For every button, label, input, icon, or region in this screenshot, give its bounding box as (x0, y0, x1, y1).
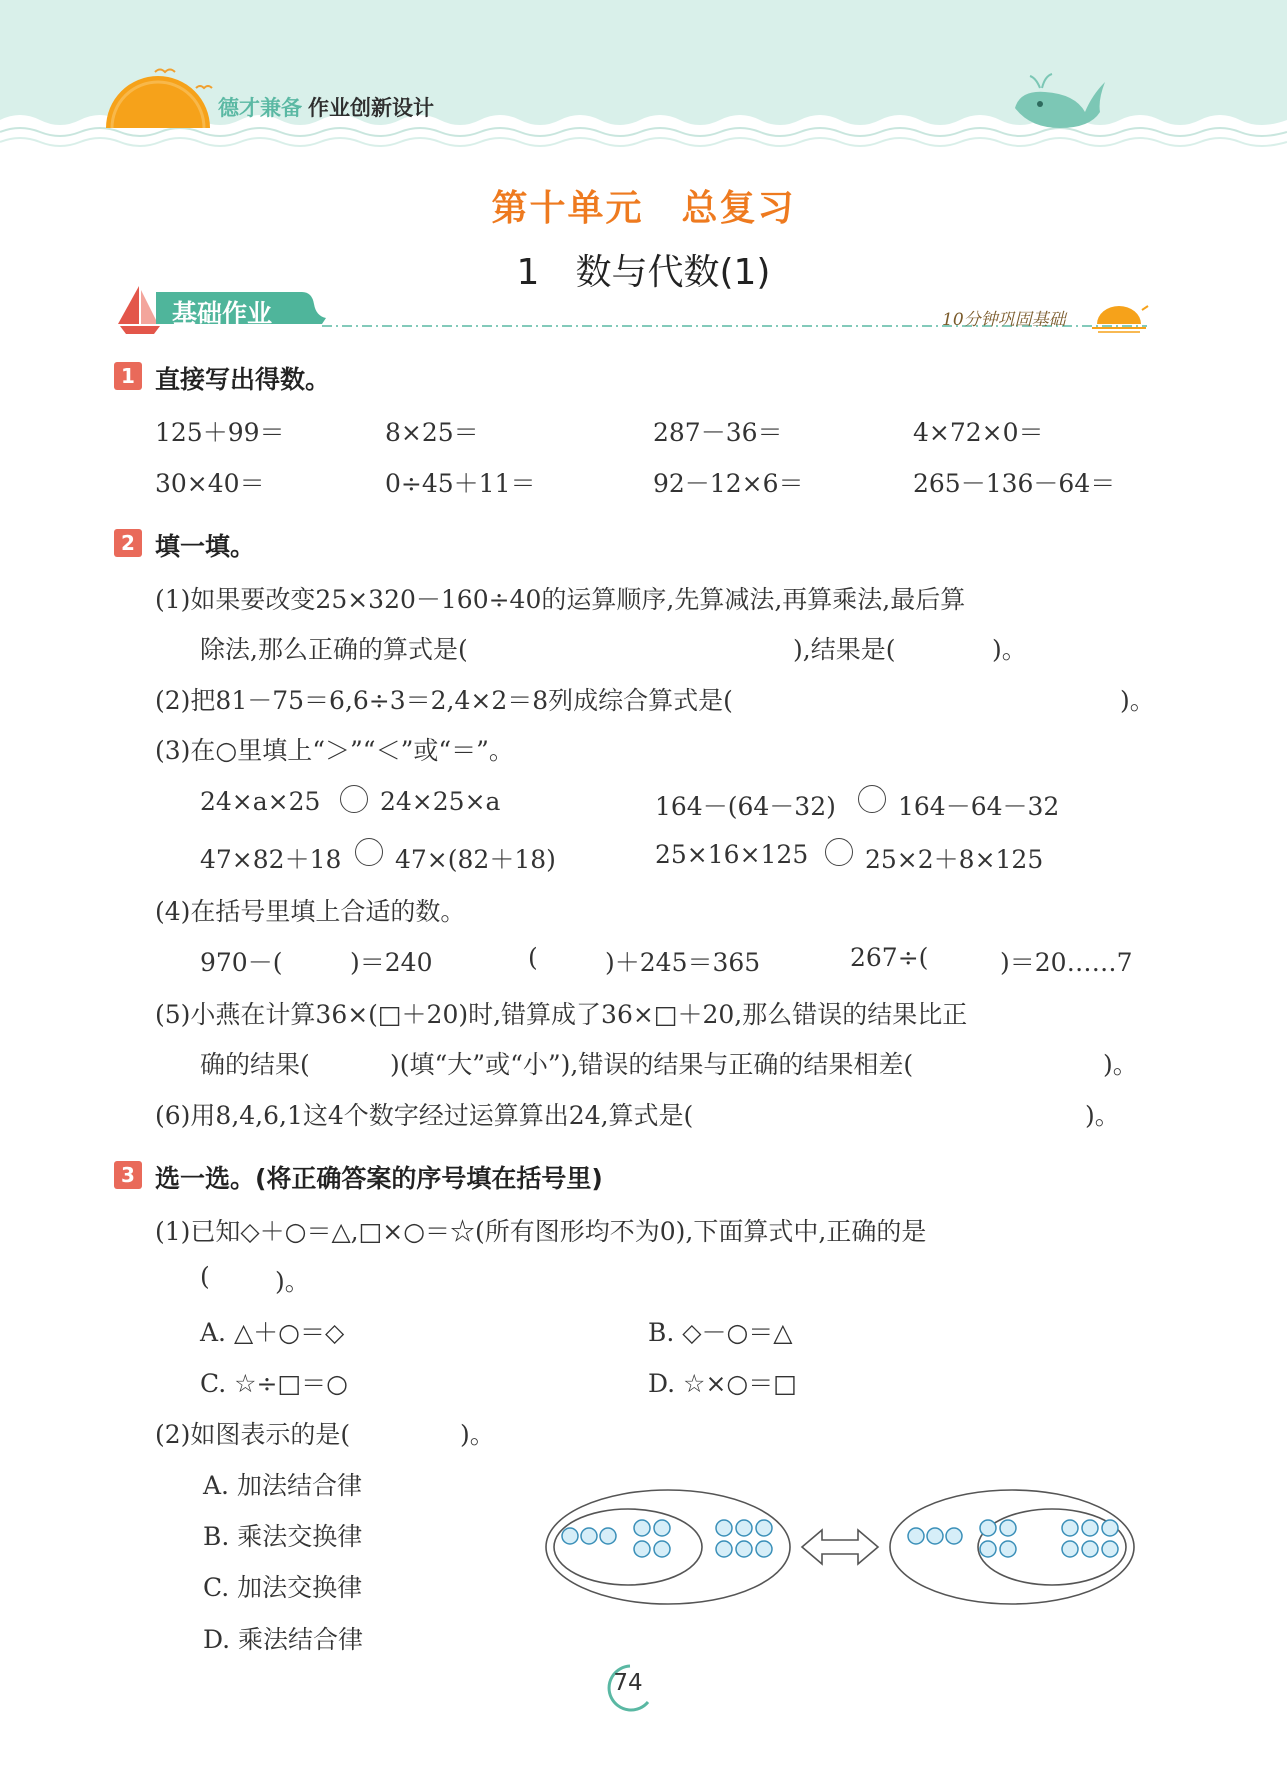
cmp-4-circle[interactable] (825, 838, 853, 866)
s1-option-d[interactable]: D. ☆×○＝□ (648, 1369, 797, 1398)
q3-s1-line2-b: )。 (275, 1267, 310, 1296)
q3-s1-line1: (1)已知◇＋○＝△,□×○＝☆(所有图形均不为0),下面算式中,正确的是 (155, 1217, 927, 1246)
q3-s2-b: )。 (460, 1420, 495, 1449)
q2-p4: (4)在括号里填上合适的数。 (155, 897, 466, 926)
q2-title: 填一填。 (155, 532, 256, 561)
q1-item-1: 125＋99＝ (155, 418, 285, 447)
cmp-1-circle[interactable] (340, 785, 368, 813)
sailboat-icon (118, 286, 160, 334)
cmp-1-left: 24×a×25 (200, 787, 321, 816)
lesson-title: 1 数与代数(1) (516, 252, 771, 293)
q2-p1-line2-b: ),结果是( (793, 635, 896, 664)
p4-item-2-a: ( (528, 943, 538, 972)
brand-dark: 作业创新设计 (308, 96, 434, 120)
q2-p2-a: (2)把81－75＝6,6÷3＝2,4×2＝8列成综合算式是( (155, 686, 733, 715)
s1-option-c[interactable]: C. ☆÷□＝○ (200, 1369, 348, 1398)
q3-title: 选一选。(将正确答案的序号填在括号里) (155, 1164, 603, 1193)
cmp-1-right: 24×25×a (380, 787, 501, 816)
section-tab-label: 基础作业 (172, 299, 273, 328)
section-tab-note: 10分钟巩固基础 (942, 310, 1066, 330)
p4-item-1-a: 970－( (200, 948, 283, 977)
associative-law-diagram (540, 1480, 1140, 1615)
header-banner (0, 0, 1287, 160)
q2-p6-a: (6)用8,4,6,1这4个数字经过运算算出24,算式是( (155, 1101, 694, 1130)
q1-item-3: 287－36＝ (653, 418, 783, 447)
cmp-2-circle[interactable] (858, 785, 886, 813)
q2-p1-line2-a: 除法,那么正确的算式是( (200, 635, 468, 664)
page-number: 74 (613, 1670, 643, 1696)
cmp-3-right: 47×(82＋18) (395, 845, 556, 874)
q2-p6-b: )。 (1085, 1101, 1120, 1130)
q2-p5-line2-a: 确的结果( (200, 1050, 310, 1079)
s2-option-c[interactable]: C. 加法交换律 (203, 1573, 363, 1602)
q1-item-8: 265－136－64＝ (913, 469, 1116, 498)
q2-p5-line2-c: )。 (1103, 1050, 1138, 1079)
q2-number: 2 (114, 529, 142, 557)
s2-option-d[interactable]: D. 乘法结合律 (203, 1625, 364, 1654)
q3-s2-a: (2)如图表示的是( (155, 1420, 351, 1449)
q2-p5-line2-b: )(填“大”或“小”),错误的结果与正确的结果相差( (390, 1050, 914, 1079)
q2-p3: (3)在○里填上“＞”“＜”或“＝”。 (155, 736, 514, 765)
q1-item-6: 0÷45＋11＝ (385, 469, 536, 498)
q2-p2-b: )。 (1120, 686, 1155, 715)
unit-title: 第十单元 总复习 (491, 188, 796, 229)
cmp-2-left: 164－(64－32) (655, 792, 836, 821)
cmp-2-right: 164－64－32 (898, 792, 1060, 821)
q1-item-4: 4×72×0＝ (913, 418, 1044, 447)
p4-item-1-b: )＝240 (350, 948, 433, 977)
cmp-4-right: 25×2＋8×125 (865, 845, 1044, 874)
q2-p5-line1: (5)小燕在计算36×(□＋20)时,错算成了36×□＋20,那么错误的结果比正 (155, 1000, 968, 1029)
q1-item-7: 92－12×6＝ (653, 469, 804, 498)
cmp-3-circle[interactable] (355, 838, 383, 866)
q1-item-5: 30×40＝ (155, 469, 265, 498)
p4-item-2-b: )＋245＝365 (605, 948, 761, 977)
q2-p1-line1: (1)如果要改变25×320－160÷40的运算顺序,先算减法,再算乘法,最后算 (155, 585, 966, 614)
cmp-4-left: 25×16×125 (655, 840, 809, 869)
s2-option-b[interactable]: B. 乘法交换律 (203, 1522, 363, 1551)
double-arrow-icon (802, 1530, 878, 1564)
s2-option-a[interactable]: A. 加法结合律 (203, 1471, 362, 1500)
p4-item-3-a: 267÷( (850, 943, 929, 972)
q1-number: 1 (114, 362, 142, 390)
s1-option-b[interactable]: B. ◇－○＝△ (648, 1318, 793, 1347)
sunset-icon (1092, 306, 1148, 332)
s1-option-a[interactable]: A. △＋○＝◇ (200, 1318, 345, 1347)
brand-colored: 德才兼备 (218, 96, 302, 120)
p4-item-3-b: )＝20……7 (1000, 948, 1133, 977)
q3-number: 3 (114, 1161, 142, 1189)
brand-title (218, 92, 434, 122)
q1-title: 直接写出得数。 (155, 365, 331, 394)
q1-item-2: 8×25＝ (385, 418, 479, 447)
q3-s1-line2-a: ( (200, 1262, 210, 1291)
q2-p1-line2-c: )。 (992, 635, 1027, 664)
cmp-3-left: 47×82＋18 (200, 845, 342, 874)
